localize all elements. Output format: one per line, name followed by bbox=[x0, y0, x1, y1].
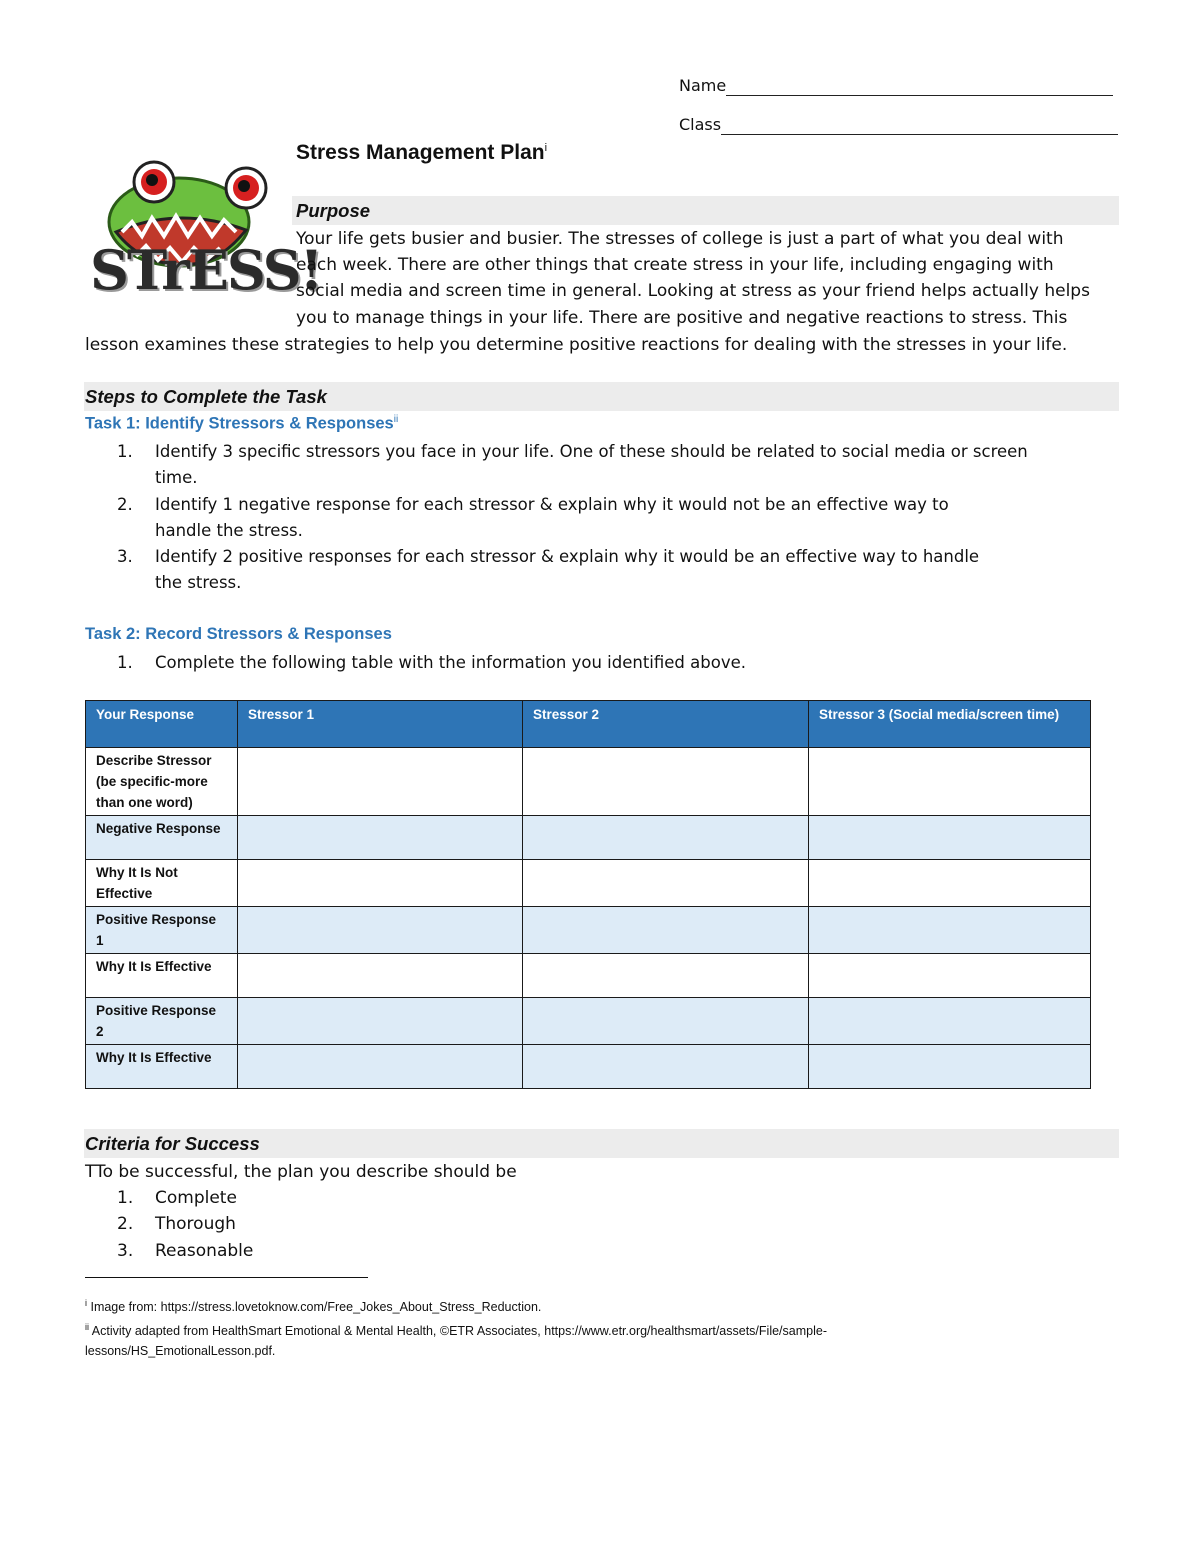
row-label: Why It Is Not Effective bbox=[86, 860, 238, 907]
list-number: 2. bbox=[117, 1214, 134, 1235]
footnote-mark: i bbox=[85, 1298, 87, 1308]
purpose-line-4: you to manage things in your life. There are positive and negative reactions to stress. This bbox=[296, 308, 1068, 328]
footnote-mark: ii bbox=[85, 1322, 89, 1332]
table-cell[interactable] bbox=[523, 748, 809, 816]
purpose-heading-bar bbox=[292, 196, 1119, 225]
table-cell[interactable] bbox=[238, 1045, 523, 1089]
footnote-1 bbox=[85, 1293, 541, 1317]
table-row bbox=[86, 860, 1091, 907]
table-cell[interactable] bbox=[523, 816, 809, 860]
task2-heading: Task 2: Record Stressors & Responses bbox=[85, 625, 392, 643]
table-cell[interactable] bbox=[238, 998, 523, 1045]
list-item bbox=[85, 492, 1028, 545]
table-cell[interactable] bbox=[523, 1045, 809, 1089]
table-cell[interactable] bbox=[523, 998, 809, 1045]
list-item bbox=[85, 1211, 253, 1237]
list-item-text: Thorough bbox=[155, 1214, 236, 1235]
row-label: Positive Response 1 bbox=[86, 907, 238, 954]
footnote-text: Activity adapted from HealthSmart Emotional & Mental Health, ©ETR Associates, https://www.etr.org/healthsmart/assets/File/sample- bbox=[89, 1324, 827, 1339]
list-item-line: Complete the following table with the information you identified above. bbox=[155, 653, 746, 672]
list-number: 1. bbox=[117, 1188, 134, 1208]
table-row bbox=[86, 816, 1091, 860]
list-item bbox=[85, 650, 746, 676]
row-label: Why It Is Effective bbox=[86, 1045, 238, 1089]
list-item-line: the stress. bbox=[155, 573, 242, 593]
table-cell[interactable] bbox=[523, 954, 809, 998]
table-cell[interactable] bbox=[809, 860, 1091, 907]
stressor-table bbox=[85, 700, 1091, 1089]
table-row bbox=[86, 998, 1091, 1045]
footnote-separator bbox=[85, 1277, 368, 1278]
footnote-text-continued: lessons/HS_EmotionalLesson.pdf. bbox=[85, 1344, 276, 1359]
table-cell[interactable] bbox=[809, 1045, 1091, 1089]
table-header-cell: Your Response bbox=[86, 701, 238, 748]
table-row bbox=[86, 907, 1091, 954]
stress-logo bbox=[86, 160, 322, 310]
table-header-cell: Stressor 2 bbox=[523, 701, 809, 748]
table-cell[interactable] bbox=[238, 816, 523, 860]
list-item-line: Identify 1 negative response for each stressor & explain why it would not be an effective way to bbox=[155, 494, 949, 514]
row-label: Why It Is Effective bbox=[86, 954, 238, 998]
footnote-text: Image from: https://stress.lovetoknow.com/Free_Jokes_About_Stress_Reduction. bbox=[87, 1300, 542, 1315]
list-item bbox=[85, 1238, 253, 1264]
list-number: 2. bbox=[117, 494, 133, 514]
name-label: Name bbox=[679, 76, 727, 95]
purpose-heading: Purpose bbox=[296, 200, 371, 221]
list-number: 1. bbox=[117, 653, 133, 672]
purpose-line-5: lesson examines these strategies to help you determine positive reactions for dealing with the stresses in your life. bbox=[85, 335, 1068, 355]
table-cell[interactable] bbox=[238, 954, 523, 998]
title-text: Stress Management Plan bbox=[296, 141, 545, 164]
class-field[interactable] bbox=[679, 115, 1118, 135]
list-item-text: Complete bbox=[155, 1188, 237, 1208]
table-cell[interactable] bbox=[809, 748, 1091, 816]
table-cell[interactable] bbox=[809, 954, 1091, 998]
stress-logo-text: STrESS! bbox=[90, 238, 322, 302]
task1-heading bbox=[85, 414, 398, 434]
list-item-line: handle the stress. bbox=[155, 520, 303, 540]
task2-list bbox=[85, 650, 746, 676]
criteria-heading: Criteria for Success bbox=[85, 1133, 260, 1154]
footnote-2 bbox=[85, 1317, 827, 1361]
row-label: Describe Stressor (be specific-more than one word) bbox=[86, 748, 238, 816]
task1-footnote-ref: ii bbox=[393, 414, 399, 425]
class-label: Class bbox=[679, 115, 722, 134]
class-line[interactable] bbox=[721, 116, 1118, 135]
table-cell[interactable] bbox=[238, 907, 523, 954]
name-field[interactable] bbox=[679, 76, 1113, 96]
name-line[interactable] bbox=[726, 77, 1113, 96]
title-footnote-ref: i bbox=[544, 142, 548, 154]
table-cell[interactable] bbox=[238, 860, 523, 907]
steps-heading: Steps to Complete the Task bbox=[85, 386, 327, 407]
list-number: 3. bbox=[117, 1240, 134, 1261]
table-cell[interactable] bbox=[238, 748, 523, 816]
table-row bbox=[86, 748, 1091, 816]
table-cell[interactable] bbox=[523, 860, 809, 907]
table-cell[interactable] bbox=[523, 907, 809, 954]
list-item bbox=[85, 544, 1028, 597]
table-row bbox=[86, 1045, 1091, 1089]
document-title bbox=[296, 141, 547, 165]
purpose-line-1: Your life gets busier and busier. The stresses of college is just a part of what you deal with bbox=[296, 229, 1064, 249]
table-cell[interactable] bbox=[809, 816, 1091, 860]
purpose-line-2: each week. There are other things that create stress in your life, including engaging with bbox=[296, 255, 1054, 275]
list-number: 1. bbox=[117, 442, 133, 461]
list-item-text: Reasonable bbox=[155, 1240, 254, 1261]
criteria-list bbox=[85, 1185, 253, 1264]
row-label: Negative Response bbox=[86, 816, 238, 860]
row-label: Positive Response 2 bbox=[86, 998, 238, 1045]
list-item-line: Identify 2 positive responses for each stressor & explain why it would be an effective way to handle bbox=[155, 547, 980, 567]
task1-list bbox=[85, 439, 1028, 597]
table-header-row bbox=[86, 701, 1091, 748]
criteria-intro: TTo be successful, the plan you describe should be bbox=[85, 1162, 517, 1182]
table-cell[interactable] bbox=[809, 998, 1091, 1045]
purpose-line-3: social media and screen time in general. Looking at stress as your friend helps actually helps bbox=[296, 281, 1090, 301]
task1-heading-text: Task 1: Identify Stressors & Responses bbox=[85, 414, 394, 433]
list-item-line: time. bbox=[155, 468, 198, 488]
list-item bbox=[85, 439, 1028, 492]
table-header-cell: Stressor 1 bbox=[238, 701, 523, 748]
list-item-line: Identify 3 specific stressors you face in your life. One of these should be related to social media or screen bbox=[155, 442, 1028, 461]
table-header-cell: Stressor 3 (Social media/screen time) bbox=[809, 701, 1091, 748]
list-number: 3. bbox=[117, 547, 133, 567]
table-cell[interactable] bbox=[809, 907, 1091, 954]
table-row bbox=[86, 954, 1091, 998]
list-item bbox=[85, 1185, 253, 1211]
